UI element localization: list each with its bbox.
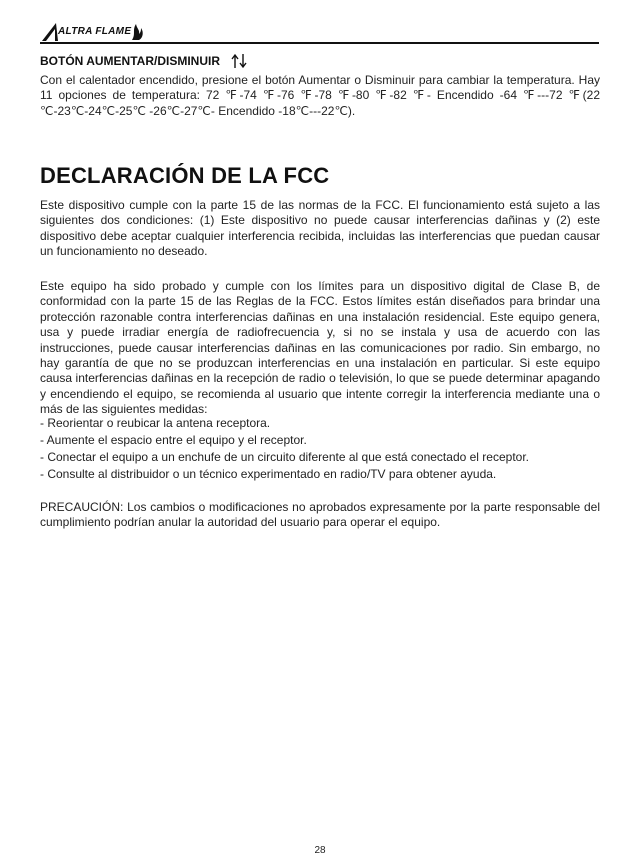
temp-section-body: Con el calentador encendido, presione el botón Aumentar o Disminuir para cambiar la temperatura. Hay 11 opciones de temperatura: 72 ℉-74 ℉-76 ℉-78 ℉-80 ℉-82 ℉- Encendido -64 ℉---72 ℉(22 ℃-23℃-24℃-25℃ -26℃-27℃- Encendido -18℃---22℃). (40, 73, 600, 118)
page-header (40, 20, 599, 44)
fcc-measures-list (40, 415, 600, 483)
fcc-caution: PRECAUCIÓN: Los cambios o modificaciones no aprobados expresamente por la parte responsable del cumplimiento podrían anular la autoridad del usuario para operar el equipo. (40, 500, 600, 530)
list-item: - Consulte al distribuidor o un técnico experimentado en radio/TV para obtener ayuda. (40, 467, 497, 481)
temp-section-title-text: BOTÓN AUMENTAR/DISMINUIR (40, 54, 220, 68)
list-item: - Conectar el equipo a un enchufe de un circuito diferente al que está conectado el receptor. (40, 450, 529, 464)
fcc-heading: DECLARACIÓN DE LA FCC (40, 163, 330, 188)
up-down-arrows-icon (230, 52, 248, 70)
list-item: - Reorientar o reubicar la antena receptora. (40, 416, 271, 430)
brand-logo (40, 20, 150, 42)
page-number: 28 (314, 845, 326, 856)
logo-text: ALTRA FLAME (58, 26, 132, 37)
header-rule (40, 42, 599, 44)
fcc-paragraph-1: Este dispositivo cumple con la parte 15 de las normas de la FCC. El funcionamiento está sujeto a las siguientes dos condiciones: (1) Este dispositivo no puede causar interferencias dañinas y (2) este dispositivo debe aceptar cualquier interferencia recibida, incluidas las interferencias que puedan causar un funcionamiento no deseado. (40, 198, 600, 259)
temp-section-title (40, 52, 248, 70)
fcc-paragraph-2: Este equipo ha sido probado y cumple con los límites para un dispositivo digital de Clase B, de conformidad con la parte 15 de las Reglas de la FCC. Estos límites están diseñados para brindar una protección razonable contra interferencias dañinas en una instalación residencial. Este equipo genera, usa y puede irradiar energía de radiofrecuencia y, si no se instala y usa de acuerdo con las instrucciones, puede causar interferencias dañinas en las comunicaciones por radio. Sin embargo, no hay garantía de que no se produzcan interferencias en una instalación en particular. Si este equipo causa interferencias dañinas en la recepción de radio o televisión, lo que se puede determinar apagando y encendiendo el equipo, se recomienda al usuario que intente corregir la interferencia mediante una o más de las siguientes medidas: (40, 279, 600, 417)
list-item: - Aumente el espacio entre el equipo y el receptor. (40, 433, 307, 447)
